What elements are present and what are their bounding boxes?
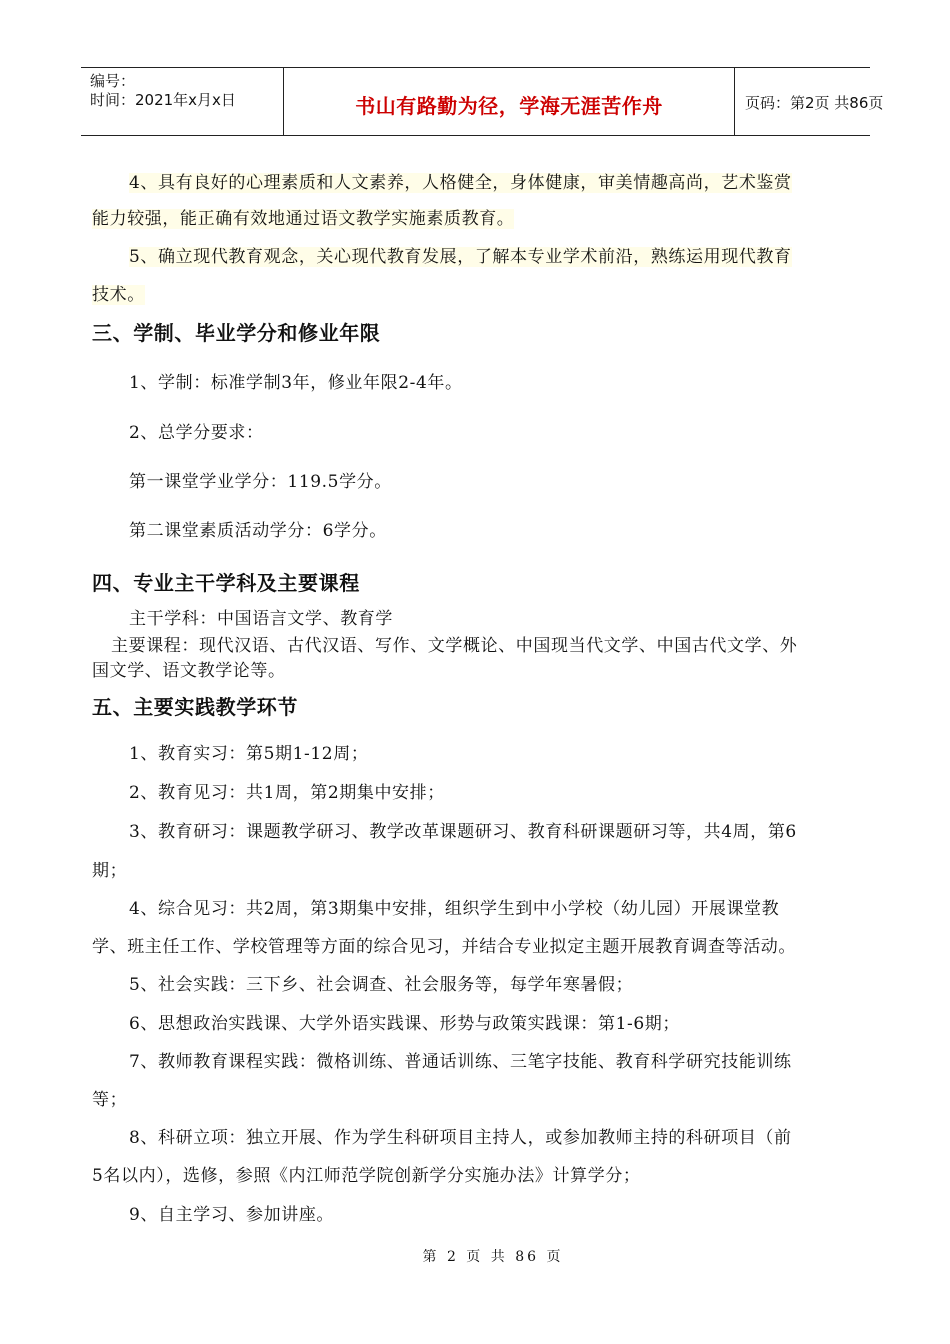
list-item-continuation: 期； — [92, 861, 128, 881]
page-footer: 第 2 页 共 86 页 — [422, 1249, 564, 1265]
paragraph-line — [92, 284, 145, 306]
list-item: 6、思想政治实践课、大学外语实践课、形势与政策实践课：第1-6期； — [129, 1014, 680, 1034]
list-item: 8、科研立项：独立开展、作为学生科研项目主持人，或参加教师主持的科研项目（前 — [129, 1128, 792, 1148]
highlighted-text: 5、确立现代教育观念，关心现代教育发展，了解本专业学术前沿，熟练运用现代教育 — [129, 247, 792, 267]
paragraph-line: 国文学、语文教学论等。 — [92, 661, 286, 681]
header-page-cell — [735, 68, 884, 135]
list-item: 第二课堂素质活动学分：6学分。 — [129, 521, 387, 541]
section-heading: 四、专业主干学科及主要课程 — [92, 571, 360, 595]
list-item-continuation: 等； — [92, 1090, 128, 1110]
list-item: 1、教育实习：第5期1-12周； — [129, 744, 369, 764]
header-motto: 书山有路勤为径，学海无涯苦作舟 — [355, 94, 663, 118]
page-header — [81, 67, 884, 136]
list-item: 4、综合见习：共2周，第3期集中安排，组织学生到中小学校（幼儿园）开展课堂教 — [129, 899, 780, 919]
list-item: 5、社会实践：三下乡、社会调查、社会服务等，每学年寒暑假； — [129, 975, 634, 995]
list-item: 7、教师教育课程实践：微格训练、普通话训练、三笔字技能、教育科学研究技能训练 — [129, 1052, 792, 1072]
header-motto-cell — [283, 68, 735, 135]
header-meta-cell — [81, 68, 283, 135]
list-item-continuation: 5名以内），选修，参照《内江师范学院创新学分实施办法》计算学分； — [92, 1166, 641, 1186]
list-item: 9、自主学习、参加讲座。 — [129, 1205, 335, 1225]
list-item-continuation: 学、班主任工作、学校管理等方面的综合见习，并结合专业拟定主题开展教育调查等活动。 — [92, 937, 796, 957]
header-number-label: 编号： — [90, 72, 136, 90]
section-heading: 三、学制、毕业学分和修业年限 — [92, 321, 381, 345]
paragraph-line — [129, 172, 792, 194]
header-time-label: 时间：2021年x月x日 — [90, 91, 236, 109]
section-heading: 五、主要实践教学环节 — [92, 695, 298, 719]
paragraph-line: 主干学科：中国语言文学、教育学 — [129, 609, 393, 629]
header-page-info: 页码：第2页 共86页 — [745, 94, 884, 112]
paragraph-line: 主要课程：现代汉语、古代汉语、写作、文学概论、中国现当代文学、中国古代文学、外 — [111, 636, 798, 656]
list-item: 3、教育研习：课题教学研习、教学改革课题研习、教育科研课题研习等，共4周，第6 — [129, 822, 797, 842]
highlighted-text: 技术。 — [92, 285, 145, 305]
highlighted-text: 4、具有良好的心理素质和人文素养，人格健全，身体健康，审美情趣高尚，艺术鉴赏 — [129, 173, 792, 193]
list-item: 1、学制：标准学制3年，修业年限2-4年。 — [129, 373, 463, 393]
list-item: 第一课堂学业学分：119.5学分。 — [129, 472, 392, 492]
list-item: 2、教育见习：共1周，第2期集中安排； — [129, 783, 445, 803]
highlighted-text: 能力较强，能正确有效地通过语文教学实施素质教育。 — [92, 209, 515, 229]
paragraph-line — [129, 246, 792, 268]
paragraph-line — [92, 208, 514, 230]
list-item: 2、总学分要求： — [129, 423, 264, 443]
